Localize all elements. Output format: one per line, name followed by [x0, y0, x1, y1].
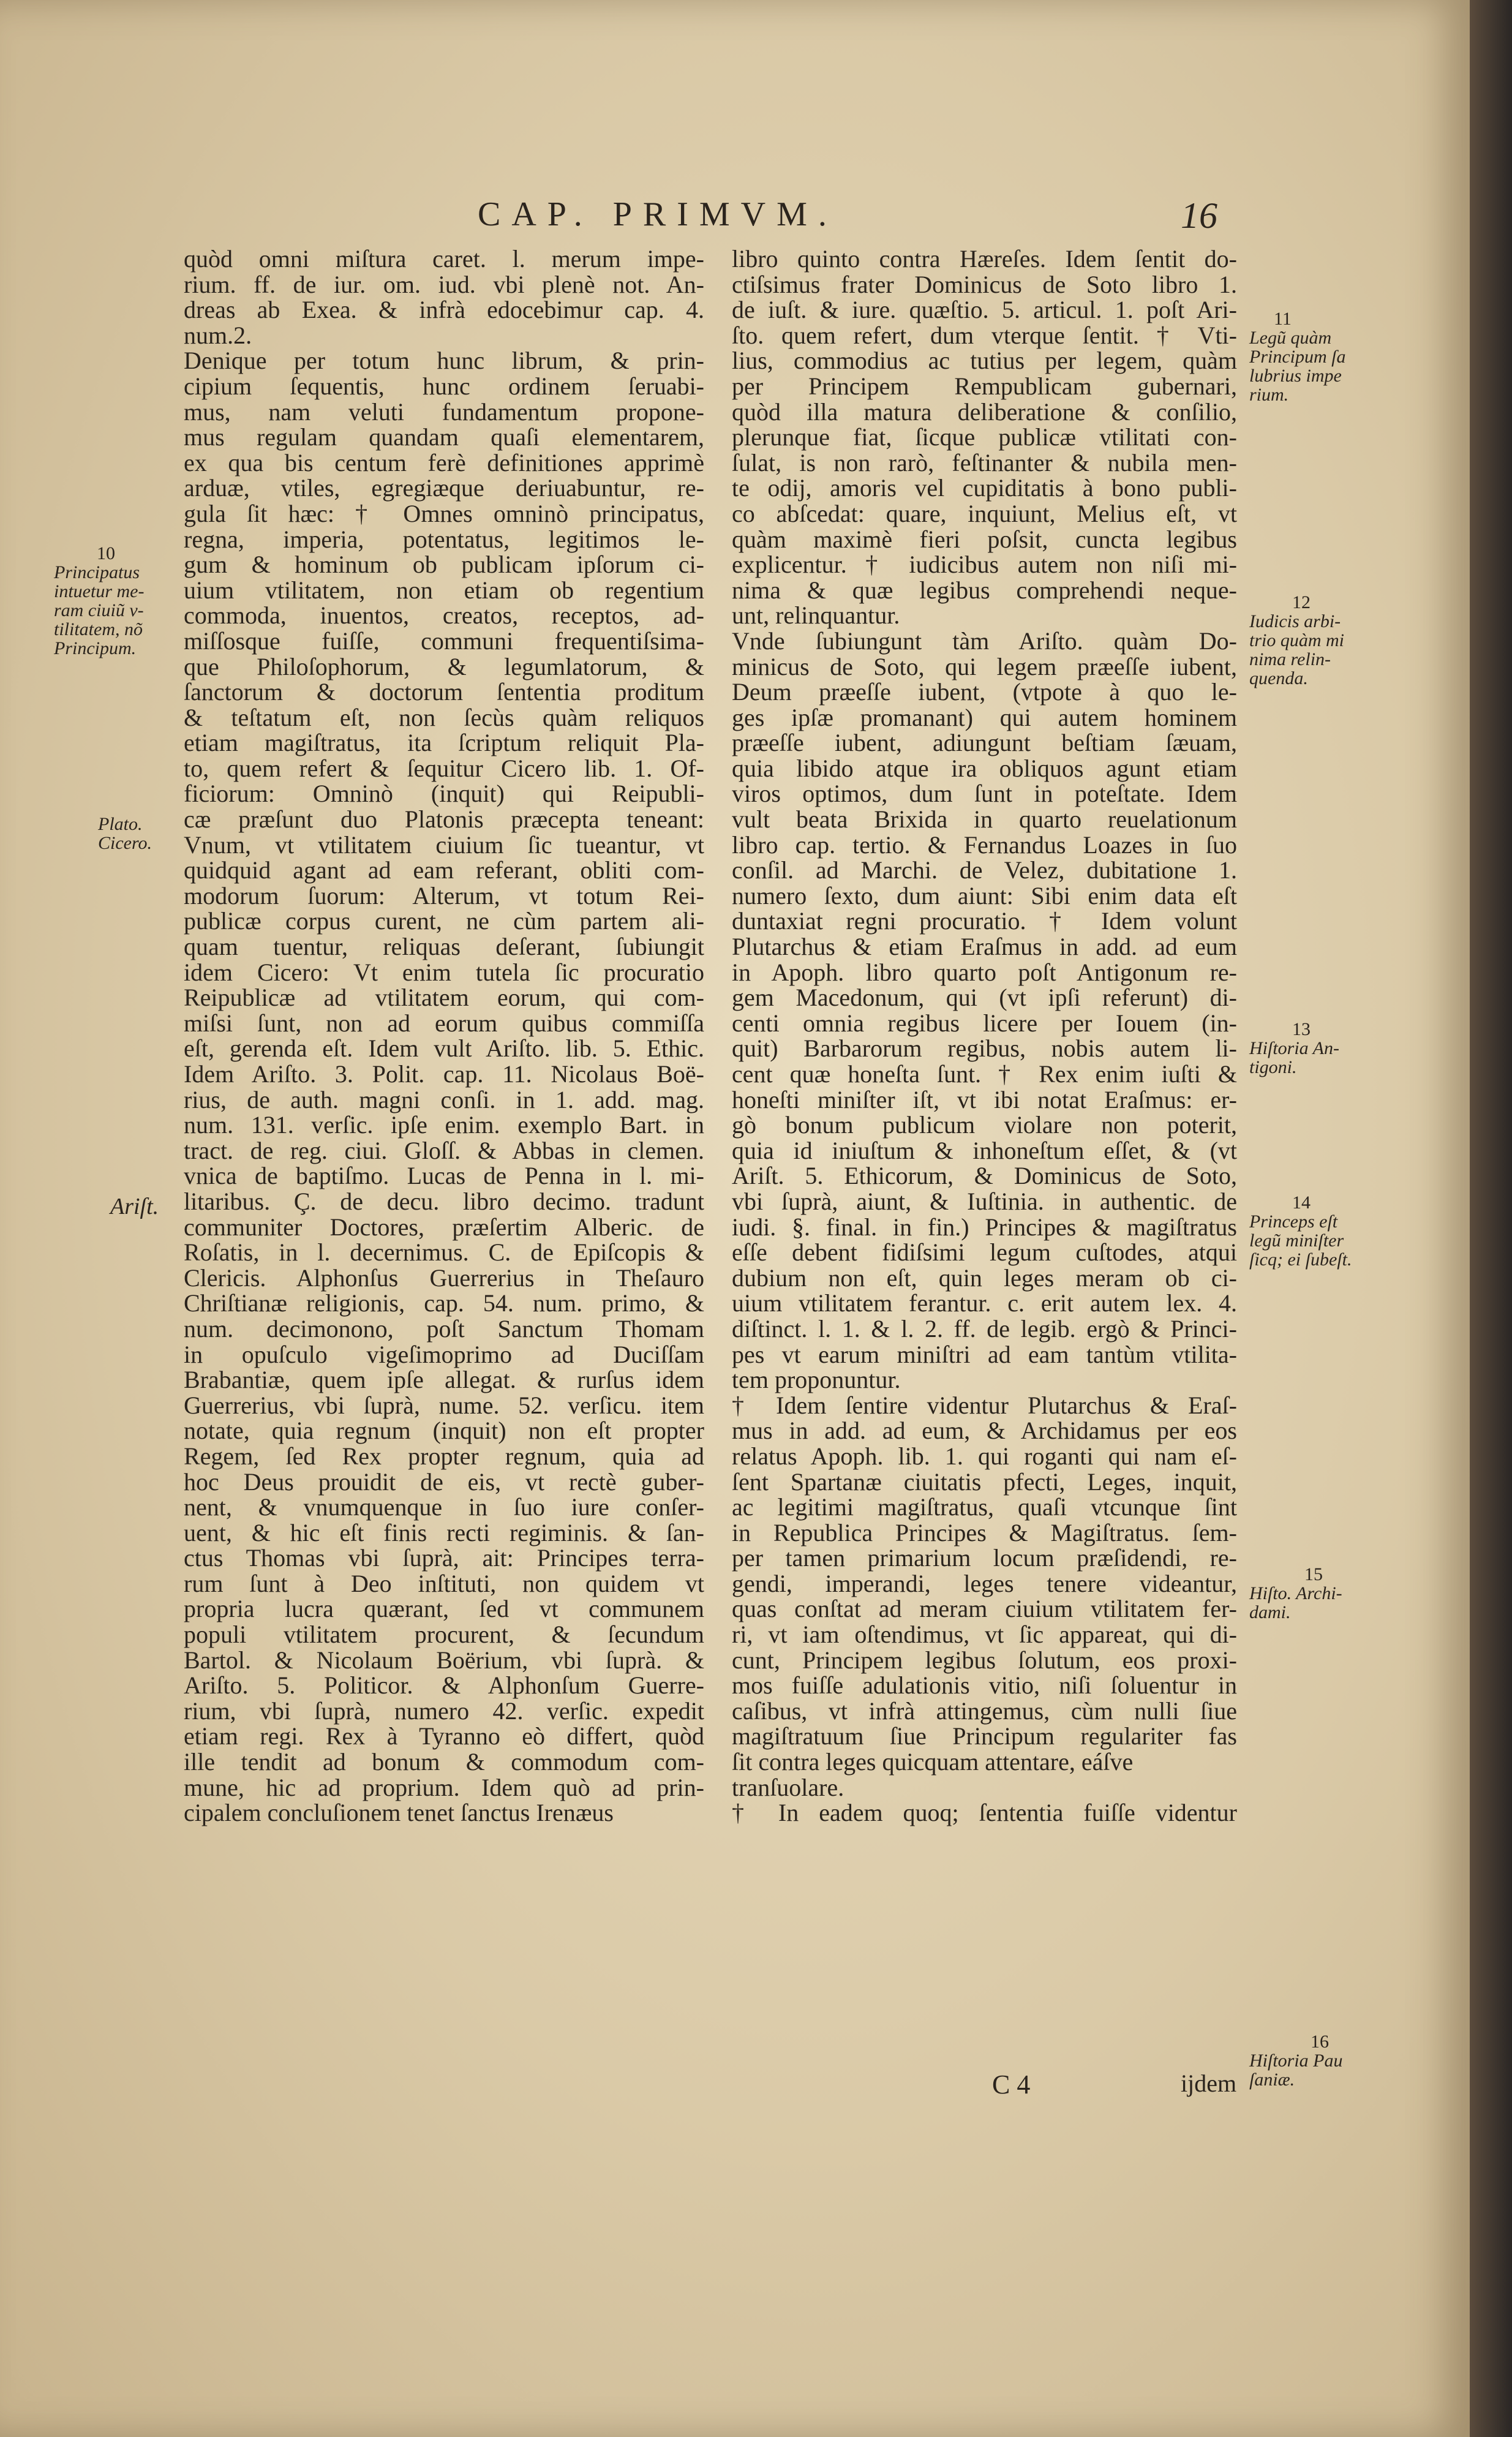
text-line: gò bonum publicum violare non poterit,: [732, 1111, 1237, 1139]
text-line: Denique per totum hunc librum, & prin-: [184, 347, 704, 375]
margin-note-line: legũ miniſter: [1249, 1230, 1344, 1251]
text-line: per tamen primarium locum præſidendi, re-: [732, 1544, 1237, 1572]
margin-note-16: [1249, 2032, 1343, 2089]
margin-note-number: 14: [1292, 1192, 1311, 1213]
text-line: quas conſtat ad meram ciuium vtilitatem fer-: [732, 1595, 1237, 1623]
margin-note-line: Iudicis arbi-: [1249, 611, 1341, 631]
text-line: Plutarchus & etiam Eraſmus in add. ad eum: [732, 933, 1237, 961]
text-line: mus in add. ad eum, & Archidamus per eos: [732, 1417, 1237, 1445]
text-line: per Principem Rempublicam gubernari,: [732, 372, 1237, 400]
text-line: te odij, amoris vel cupiditatis à bono publi-: [732, 474, 1237, 502]
margin-note-line: quenda.: [1249, 668, 1308, 688]
text-line: uent, & hic eſt finis recti regiminis. & ſan-: [184, 1518, 704, 1546]
margin-note-line: Princeps eſt: [1249, 1211, 1338, 1232]
text-line: regna, imperia, potentatus, legitimos le-: [184, 525, 704, 553]
text-line: † In eadem quoq; ſententia fuiſſe videntur: [732, 1799, 1237, 1827]
text-line: cunt, Principem legibus ſolutum, eos proxi-: [732, 1646, 1237, 1674]
text-line: dubium non eſt, quin leges meram ob ci-: [732, 1264, 1237, 1292]
text-line: quit) Barbarorum regibus, nobis autem li-: [732, 1034, 1237, 1063]
margin-note-line: ſaniæ.: [1249, 2070, 1295, 2090]
text-line: num. 131. verſic. ipſe enim. exemplo Bart. in: [184, 1111, 704, 1139]
text-line: numero ſexto, dum aiunt: Sibi enim data eſt: [732, 881, 1237, 910]
text-line: modorum ſuorum: Alterum, vt totum Rei-: [184, 881, 704, 910]
text-line: ex qua bis centum ferè definitiones apprimè: [184, 448, 704, 476]
text-line: quam tuentur, reliquas deſerant, ſubiungit: [184, 933, 704, 961]
text-line: mos fuiſſe adulationis vitio, niſi ſoluentur in: [732, 1671, 1237, 1700]
margin-note-number: 13: [1292, 1019, 1311, 1039]
text-line: lius, commodius ac tutius per legem, quàm: [732, 347, 1237, 375]
text-line: ficiorum: Omninò (inquit) qui Reipubli-: [184, 780, 704, 808]
text-line: † Idem ſentire videntur Plutarchus & Eraſ-: [732, 1391, 1237, 1419]
margin-note-line: Principum ſa: [1249, 347, 1346, 367]
text-line: litaribus. Ç. de decu. libro decimo. tradunt: [184, 1187, 704, 1215]
text-line: cæ præſunt duo Platonis præcepta teneant:: [184, 805, 704, 834]
margin-note-line: Cicero.: [98, 833, 152, 853]
text-line: Brabantiæ, quem ipſe allegat. & rurſus idem: [184, 1366, 704, 1394]
text-line: eſt, gerenda eſt. Idem vult Ariſto. lib. 5. Ethic.: [184, 1034, 704, 1063]
text-line: tranſuolare.: [732, 1773, 844, 1801]
text-line: Chriſtianæ religionis, cap. 54. num. primo, &: [184, 1289, 704, 1317]
margin-note-number: 16: [1311, 2032, 1329, 2052]
text-line: pes vt earum miniſtri ad eam tantùm vtilita-: [732, 1340, 1237, 1368]
running-title: CAP. PRIMVM.: [478, 195, 838, 233]
text-line: co abſcedat: quare, inquiunt, Melius eſt, vt: [732, 499, 1237, 527]
text-line: ac legitimi magiſtratus, quaſi vtcunque ſint: [732, 1493, 1237, 1521]
text-line: vbi ſuprà, aiunt, & Iuſtinia. in authentic. de: [732, 1187, 1237, 1215]
text-line: idem Cicero: Vt enim tutela ſic procuratio: [184, 958, 704, 986]
text-line: Deum præeſſe iubent, (vtpote à quo le-: [732, 678, 1237, 706]
margin-note-number: 11: [1274, 309, 1292, 329]
text-line: Ariſt. 5. Ethicorum, & Dominicus de Soto,: [732, 1162, 1237, 1190]
text-line: populi vtilitatem procurent, & ſecundum: [184, 1621, 704, 1649]
text-line: gula ſit hæc: † Omnes omninò principatus,: [184, 499, 704, 527]
margin-note-line: Plato.: [98, 814, 143, 834]
text-line: libro quinto contra Hæreſes. Idem ſentit do-: [732, 245, 1237, 273]
text-line: explicentur. † iudicibus autem non niſi mi-: [732, 551, 1237, 579]
text-line: vult beata Brixida in quarto reuelationum: [732, 805, 1237, 834]
margin-note-number: 12: [1292, 592, 1311, 612]
margin-note-line: Legũ quàm: [1249, 328, 1332, 348]
text-line: ges ipſæ promanant) qui autem hominem: [732, 703, 1237, 731]
folio-number: 16: [1181, 195, 1217, 236]
text-line: que Philoſophorum, & legumlatorum, &: [184, 652, 704, 680]
text-line: de iuſt. & iure. quæſtio. 5. articul. 1. poſt Ari-: [732, 296, 1237, 324]
text-line: Reipublicæ ad vtilitatem eorum, qui com-: [184, 984, 704, 1012]
text-line: ſent Spartanæ ciuitatis pfecti, Leges, inquit,: [732, 1467, 1237, 1496]
left-text-column: [184, 246, 704, 1826]
text-line: ſanctorum & doctorum ſententia proditum: [184, 678, 704, 706]
text-line: cipium ſequentis, hunc ordinem ſeruabi-: [184, 372, 704, 400]
margin-note-line: tilitatem, nõ: [54, 619, 143, 639]
text-line: caſibus, vt infrà attingemus, cùm nulli ſiue: [732, 1697, 1237, 1725]
text-line: quòd illa matura deliberatione & conſilio,: [732, 397, 1237, 426]
text-line: minicus de Soto, qui legem præeſſe iubent,: [732, 652, 1237, 680]
margin-note-line: trio quàm mi: [1249, 630, 1345, 650]
text-line: dreas ab Exea. & infrà edocebimur cap. 4.: [184, 296, 704, 324]
margin-note-line: Principatus: [54, 562, 140, 582]
text-line: ſto. quem refert, dum vterque ſentit. † Vti-: [732, 321, 1237, 349]
text-line: mus regulam quandam quaſi elementarem,: [184, 423, 704, 451]
text-line: gem Macedonum, qui (vt ipſi referunt) di-: [732, 984, 1237, 1012]
margin-note-10: [54, 544, 144, 658]
margin-note-12: [1249, 593, 1344, 688]
text-line: cipalem concluſionem tenet ſanctus Irenæus: [184, 1799, 614, 1827]
text-line: Guerrerius, vbi ſuprà, nume. 52. verſicu. item: [184, 1391, 704, 1419]
text-line: communiter Doctores, præſertim Alberic. de: [184, 1213, 704, 1241]
text-line: ctiſsimus frater Dominicus de Soto libro 1.: [732, 270, 1237, 298]
text-line: centi omnia regibus licere per Iouem (in-: [732, 1009, 1237, 1037]
margin-note-line: lubrius impe: [1249, 366, 1342, 386]
text-line: iudi. §. final. in fin.) Principes & magiſtratus: [732, 1213, 1237, 1241]
margin-note-number: 10: [97, 543, 115, 563]
text-line: duntaxiat regni procuratio. † Idem volunt: [732, 907, 1237, 935]
text-line: Bartol. & Nicolaum Boërium, vbi ſuprà. &: [184, 1646, 704, 1674]
text-line: quia libido atque ira obliquos agunt etiam: [732, 754, 1237, 782]
margin-note-line: Hiſto. Archi-: [1249, 1583, 1342, 1603]
text-line: ſulat, is non rarò, feſtinanter & nubila men-: [732, 448, 1237, 476]
text-line: publicæ corpus curent, ne cùm partem ali-: [184, 907, 704, 935]
text-line: Roſatis, in l. decernimus. C. de Epiſcopis &: [184, 1238, 704, 1267]
text-line: etiam magiſtratus, ita ſcriptum reliquit Pla-: [184, 729, 704, 757]
text-line: rium. ff. de iur. om. iud. vbi plenè not. An-: [184, 270, 704, 298]
text-line: magiſtratuum ſiue Principum regulariter fas: [732, 1722, 1237, 1750]
text-line: in opuſculo vigeſimoprimo ad Duciſſam: [184, 1340, 704, 1368]
margin-note-line: Ariſt.: [110, 1194, 159, 1219]
text-line: vnica de baptiſmo. Lucas de Penna in l. mi-: [184, 1162, 704, 1190]
text-line: uium vtilitatem ferantur. c. erit autem lex. 4.: [732, 1289, 1237, 1317]
text-line: nent, & vnumquenque in ſuo iure conſer-: [184, 1493, 704, 1521]
text-line: miſsi ſunt, non ad eorum quibus commiſſa: [184, 1009, 704, 1037]
margin-note-number: 15: [1304, 1564, 1323, 1584]
margin-note-plato-cicero: [98, 815, 152, 853]
margin-note-line: dami.: [1249, 1602, 1291, 1622]
text-line: mus, nam veluti fundamentum propone-: [184, 397, 704, 426]
margin-note-13: [1249, 1020, 1339, 1077]
text-line: arduæ, vtiles, egregiæque deriuabuntur, re-: [184, 474, 704, 502]
text-line: Clericis. Alphonſus Guerrerius in Theſauro: [184, 1264, 704, 1292]
text-line: quidquid agant ad eam referant, obliti com-: [184, 856, 704, 884]
text-line: Vnde ſubiungunt tàm Ariſto. quàm Do-: [732, 627, 1237, 655]
margin-note-line: ſicq; ei ſubeſt.: [1249, 1249, 1352, 1270]
text-line: rius, de auth. magni conſi. in 1. add. mag.: [184, 1085, 704, 1113]
margin-note-15: [1249, 1565, 1342, 1622]
text-line: mune, hic ad proprium. Idem quò ad prin-: [184, 1773, 704, 1801]
text-line: propria lucra quærant, ſed vt communem: [184, 1595, 704, 1623]
text-line: notate, quia regnum (inquit) non eſt propter: [184, 1417, 704, 1445]
book-edge: [1470, 0, 1512, 2437]
text-line: gendi, imperandi, leges tenere videantur,: [732, 1569, 1237, 1597]
text-line: ri, vt iam oſtendimus, vt ſic appareat, qui di-: [732, 1621, 1237, 1649]
text-line: diſtinct. l. 1. & l. 2. ff. de legib. ergò & Princi-: [732, 1314, 1237, 1343]
text-line: tem proponuntur.: [732, 1366, 901, 1394]
text-line: num.2.: [184, 321, 252, 349]
text-line: conſil. ad Marchi. de Velez, dubitatione 1.: [732, 856, 1237, 884]
signature-mark: C 4: [992, 2070, 1031, 2100]
text-line: in Republica Principes & Magiſtratus. ſem-: [732, 1518, 1237, 1546]
text-line: quòd omni miſtura caret. l. merum impe-: [184, 245, 704, 273]
text-line: & teſtatum eſt, non ſecùs quàm reliquos: [184, 703, 704, 731]
text-line: Idem Ariſto. 3. Polit. cap. 11. Nicolaus Boë-: [184, 1060, 704, 1088]
text-line: honeſti miniſter iſt, vt ibi notat Eraſmus: er-: [732, 1085, 1237, 1113]
margin-note-line: ram ciuiũ v-: [54, 600, 144, 620]
right-text-column: [732, 246, 1237, 1826]
margin-note-line: nima relin-: [1249, 649, 1331, 669]
margin-note-line: rium.: [1249, 385, 1289, 405]
text-line: unt, relinquantur.: [732, 601, 900, 630]
text-line: miſſosque fuiſſe, communi frequentiſsima-: [184, 627, 704, 655]
text-line: relatus Apoph. lib. 1. qui roganti qui nam eſ-: [732, 1442, 1237, 1470]
text-line: gum & hominum ob publicam ipſorum ci-: [184, 551, 704, 579]
text-line: præeſſe iubent, adiungunt beſtiam ſæuam,: [732, 729, 1237, 757]
text-line: quia id iniuſtum & inhoneſtum eſſet, & (vt: [732, 1136, 1237, 1164]
text-line: ille tendit ad bonum & commodum com-: [184, 1748, 704, 1776]
text-line: cent quæ honeſta ſunt. † Rex enim iuſti &: [732, 1060, 1237, 1088]
margin-note-line: Hiſtoria Pau: [1249, 2051, 1343, 2071]
text-line: Ariſto. 5. Politicor. & Alphonſum Guerre-: [184, 1671, 704, 1700]
text-line: libro cap. tertio. & Fernandus Loazes in ſuo: [732, 831, 1237, 859]
text-line: num. decimonono, poſt Sanctum Thomam: [184, 1314, 704, 1343]
text-line: hoc Deus prouidit de eis, vt rectè guber-: [184, 1467, 704, 1496]
text-line: viros optimos, dum ſunt in poteſtate. Idem: [732, 780, 1237, 808]
margin-note-line: tigoni.: [1249, 1057, 1297, 1077]
text-line: in Apoph. libro quarto poſt Antigonum re-: [732, 958, 1237, 986]
margin-note-14: [1249, 1193, 1352, 1269]
margin-note-line: Principum.: [54, 638, 137, 658]
text-line: commoda, inuentos, creatos, receptos, ad-: [184, 601, 704, 630]
text-line: plerunque fiat, ſicque publicæ vtilitati con-: [732, 423, 1237, 451]
margin-note-line: intuetur me-: [54, 581, 145, 601]
text-line: Regem, ſed Rex propter regnum, quia ad: [184, 1442, 704, 1470]
text-line: Vnum, vt vtilitatem ciuium ſic tueantur, vt: [184, 831, 704, 859]
text-line: rum ſunt à Deo inſtituti, non quidem vt: [184, 1569, 704, 1597]
margin-note-line: Hiſtoria An-: [1249, 1038, 1339, 1058]
text-line: tract. de reg. ciui. Gloſſ. & Abbas in clemen.: [184, 1136, 704, 1164]
text-line: uium vtilitatem, non etiam ob regentium: [184, 576, 704, 604]
text-line: rium, vbi ſuprà, numero 42. verſic. expedit: [184, 1697, 704, 1725]
text-line: etiam regi. Rex à Tyranno eò differt, quòd: [184, 1722, 704, 1750]
catchword: ijdem: [1181, 2070, 1237, 2097]
text-line: ctus Thomas vbi ſuprà, ait: Principes terra-: [184, 1544, 704, 1572]
text-line: quàm maximè fieri poſsit, cuncta legibus: [732, 525, 1237, 553]
text-line: nima & quæ legibus comprehendi neque-: [732, 576, 1237, 604]
text-line: eſſe debent fidiſsimi legum cuſtodes, atqui: [732, 1238, 1237, 1267]
margin-note-arist: [110, 1194, 159, 1219]
margin-note-11: [1249, 309, 1346, 404]
text-line: ſit contra leges quicquam attentare, eáſve: [732, 1748, 1134, 1776]
text-line: to, quem refert & ſequitur Cicero lib. 1. Of-: [184, 754, 704, 782]
